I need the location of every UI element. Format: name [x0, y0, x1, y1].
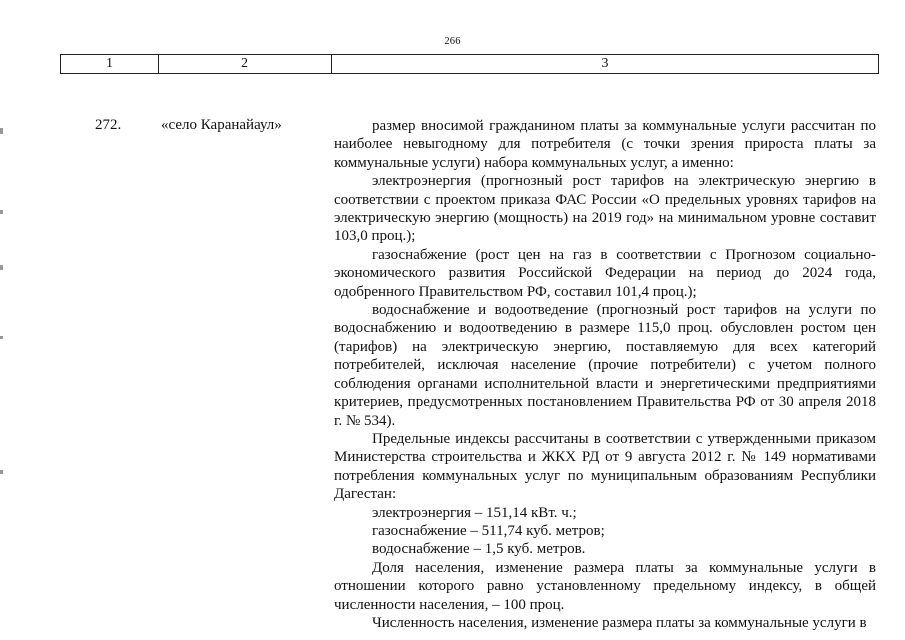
column-header-3: 3	[601, 56, 609, 71]
column-header-1: 1	[61, 55, 159, 73]
scan-mark	[0, 265, 3, 270]
page-number: 266	[444, 36, 461, 47]
row-content	[334, 117, 876, 632]
row-place-name: «село Каранайаул»	[161, 117, 282, 133]
paragraph-indices: Предельные индексы рассчитаны в соответствии с утвержденными приказом Министерства строительства и ЖКХ РД от 9 августа 2012 г. № 149 нормативами потребления коммунальных услуг по муниципальным образованиям Республики Дагестан:	[334, 430, 876, 503]
paragraph-electricity: электроэнергия (прогнозный рост тарифов на электрическую энергию в соответствии с проектом приказа ФАС России «О предельных уровнях тарифов на электрическую энергию (мощность) на 2019 год» на минимальном уровне составит 103,0 проц.);	[334, 173, 876, 245]
norm-gas: газоснабжение – 511,74 куб. метров;	[372, 522, 605, 539]
scan-mark	[0, 470, 3, 474]
norm-water: водоснабжение – 1,5 куб. метров.	[372, 541, 586, 558]
paragraph-gas: газоснабжение (рост цен на газ в соответствии с Прогнозом социально-экономического развития Российской Федерации на период до 2024 года, одобренного Правительством РФ, составил 101,4 проц.);	[334, 246, 876, 300]
scan-mark	[0, 210, 3, 214]
scan-mark	[0, 128, 3, 134]
paragraph-population-count: Численность населения, изменение размера платы за коммунальные услуги в	[372, 614, 867, 631]
table-header-row	[60, 54, 879, 74]
row-number: 272.	[95, 117, 122, 133]
paragraph-water: водоснабжение и водоотведение (прогнозный рост тарифов на услуги по водоснабжению и водоотведению в размере 115,0 проц. обусловлен ростом цен (тарифов) на электрическую энергию, поставляемую для всех категорий потребителей, исключая население (прочие потребители) с учетом полного соблюдения органами исполнительной власти и энергетическими предприятиями критериев, предусмотренных постановлением Правительства РФ от 30 апреля 2018 г. № 534).	[334, 302, 876, 429]
paragraph-intro: размер вносимой гражданином платы за коммунальные услуги рассчитан по наиболее невыгодному для потребителя (с точки зрения прироста платы за коммунальные услуги) набора коммунальных услуг, а именно:	[334, 118, 876, 171]
scan-mark	[0, 336, 3, 339]
column-header-2: 2	[158, 55, 332, 73]
norm-electricity: электроэнергия – 151,14 кВт. ч.;	[372, 504, 577, 521]
paragraph-population-share: Доля населения, изменение размера платы за коммунальные услуги в отношении которого равно установленному предельному индексу, в общей численности населения, – 100 проц.	[334, 559, 876, 613]
